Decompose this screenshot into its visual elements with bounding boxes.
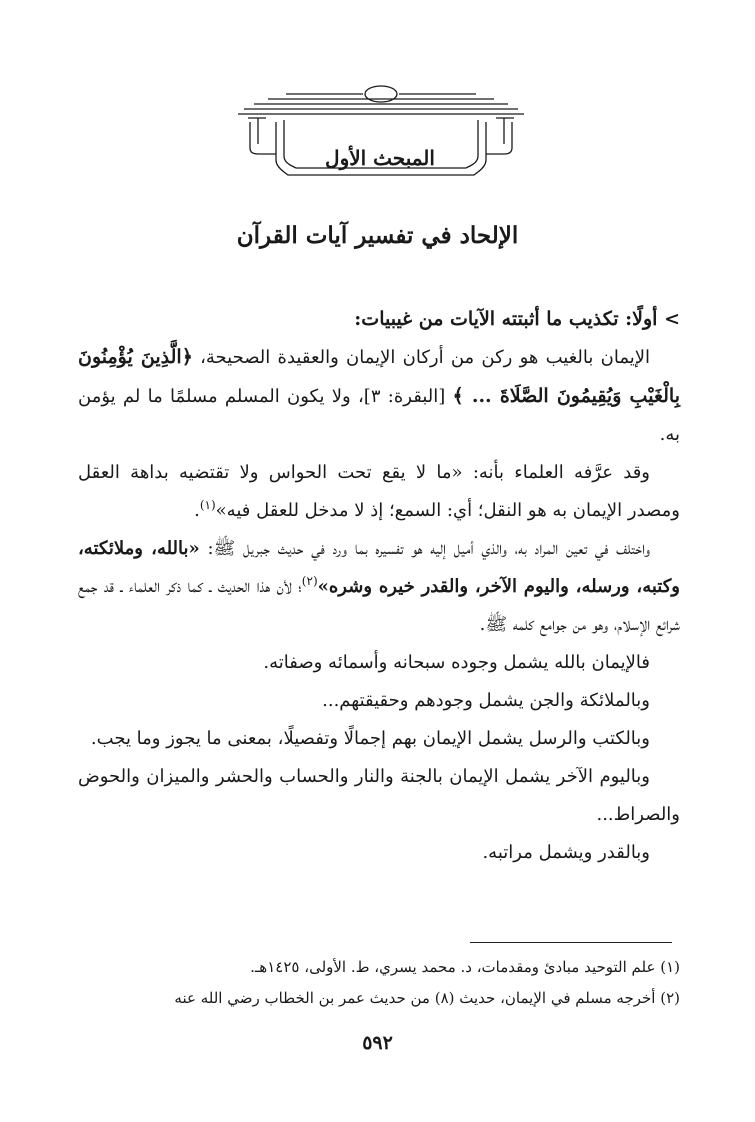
paragraph-4: فالإيمان بالله يشمل وجوده سبحانه وأسمائه وصفاته.: [263, 652, 650, 673]
paragraph-1-text: الإيمان بالغيب هو ركن من أركان الإيمان والعقيدة الصحيحة،: [192, 347, 651, 368]
page-title: الإلحاد في تفسير آيات القرآن: [236, 222, 519, 249]
footnote-2: (٢) أخرجه مسلم في الإيمان، حديث (٨) من حديث عمر بن الخطاب رضي الله عنه: [174, 989, 680, 1007]
hadith-quote: «بالله، وملائكته، وكتبه، ورسله، واليوم الآخر، والقدر خيره وشره»: [78, 538, 680, 597]
footnotes: [78, 952, 680, 1014]
footnote-divider: [470, 942, 672, 943]
paragraph-5: وبالملائكة والجن يشمل وجودهم وحقيقتهم...: [322, 690, 650, 711]
paragraph-7: وباليوم الآخر يشمل الإيمان بالجنة والنار والحساب والحشر والميزان والحوض والصراط...: [78, 766, 680, 825]
paragraph-3: [78, 530, 680, 644]
paragraph-6: وبالكتب والرسل يشمل الإيمان بهم إجمالًا وتفصيلًا، بمعنى ما يجوز وما يجب.: [90, 728, 650, 749]
main-text: [78, 300, 680, 872]
paragraph-2-text: وقد عرَّفه العلماء بأنه: «ما لا يقع تحت الحواس ولا تقتضيه بداهة العقل ومصدر الإيمان به هو النقل؛ أي: السمع؛ إذ لا مدخل للعقل فيه»: [78, 462, 680, 521]
paragraph-3-text: واختلف في تعين المراد به، والذي أميل إليه هو تفسيره بما ورد في حديث جبريل ﷺ:: [199, 538, 650, 559]
footnote-ref-1: (١): [199, 498, 216, 512]
section-label: المبحث الأول: [325, 146, 435, 170]
paragraph-1-text-end: [البقرة: ٣]، ولا يكون المسلم مسلمًا ما لم يؤمن به.: [78, 386, 680, 445]
paragraph-2: [78, 454, 680, 530]
quran-verse: ﴿الَّذِينَ يُؤْمِنُونَ بِالْغَيْبِ وَيُقِيمُونَ الصَّلَاةَ ... ﴾: [78, 346, 680, 407]
paragraph-3-text-end: ؛ لأن هذا الحديث ـ كما ذكر العلماء ـ قد جمع شرائع الإسلام، وهو من جوامع كلمه ﷺ.: [78, 576, 680, 635]
paragraph-2-end: .: [194, 500, 200, 521]
page-number: ٥٩٢: [362, 1032, 393, 1054]
paragraph-1: [78, 338, 680, 454]
paragraph-8: وبالقدر ويشمل مراتبه.: [482, 842, 650, 863]
subheading: > أولًا: تكذيب ما أثبتته الآيات من غيبيات:: [354, 308, 680, 330]
footnote-ref-2: (٢): [301, 574, 318, 588]
footnote-1: (١) علم التوحيد مبادئ ومقدمات، د. محمد يسري، ط. الأولى، ١٤٢٥هـ.: [250, 958, 680, 976]
